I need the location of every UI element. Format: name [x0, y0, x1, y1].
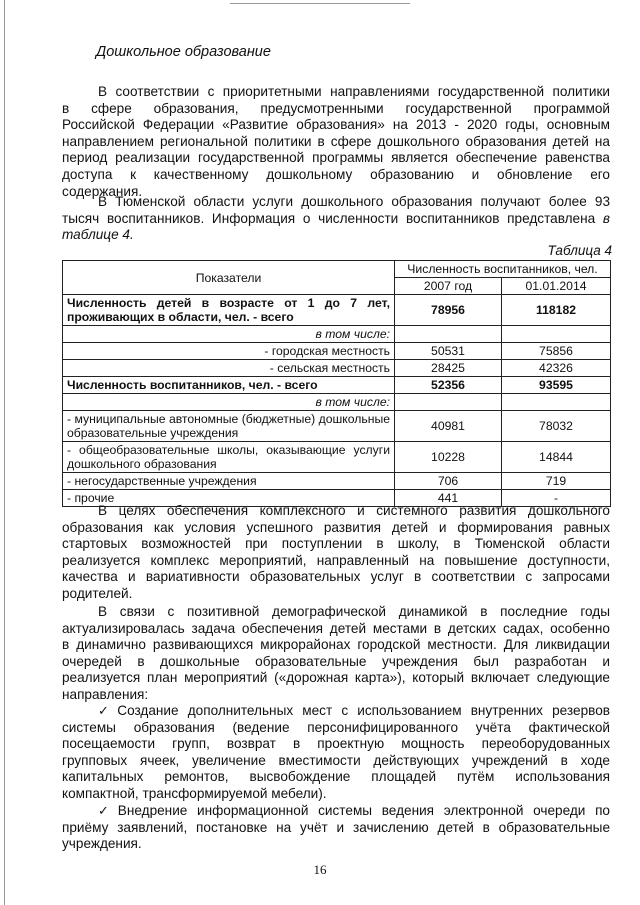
table-row	[63, 343, 611, 360]
para4-line: В связи с позитивной демографической динамикой в последние годы	[98, 604, 610, 619]
row-label: в том числе:	[63, 394, 395, 411]
section-title: Дошкольное образование	[96, 44, 271, 60]
table-row	[63, 411, 611, 442]
row-value-2014: 14844	[502, 442, 611, 473]
row-label: - городская местность	[63, 343, 395, 360]
para1-line: период реализации государственной программы является обеспечение равенства	[62, 150, 610, 166]
bullet2-line	[62, 803, 610, 820]
para4-line: направления:	[62, 686, 149, 702]
header-col1: 2007 год	[395, 278, 502, 295]
bullet1-line: компактной, трансформируемой мебели).	[62, 785, 327, 801]
paragraph-4	[62, 604, 610, 704]
para1-line: направлением региональной политики в сфере дошкольного образования детей на	[62, 133, 610, 149]
row-value-2014: -	[502, 490, 611, 507]
para3-line: реализуется комплекс мероприятий, направленный на повышение доступности,	[62, 552, 610, 568]
row-value-2014: 42326	[502, 360, 611, 377]
row-label: Численность воспитанников, чел. - всего	[63, 377, 395, 394]
table-header-row	[63, 261, 611, 278]
bullet-item-2	[62, 803, 610, 853]
checkmark-icon: ✓	[98, 703, 115, 718]
bullet-item-1	[62, 703, 610, 803]
row-value-2007: 10228	[395, 442, 502, 473]
row-value-2007: 78956	[395, 295, 502, 326]
para4-line: в динамично развивающихся микрорайонах городской местности. Для ликвидации	[62, 637, 610, 653]
paragraph-1	[62, 84, 610, 200]
row-value-2007: 40981	[395, 411, 502, 442]
row-value-2007	[395, 394, 502, 411]
row-label: в том числе:	[63, 326, 395, 343]
table-row	[63, 473, 611, 490]
bullet1-text: Создание дополнительных мест с использованием внутренних резервов	[117, 703, 610, 718]
para3-line: качества и вариативности образовательных услуг в соответствии с запросами	[62, 569, 610, 585]
para3-line: образования как условия успешного развития детей и формирования равных	[62, 519, 610, 535]
row-value-2014	[502, 326, 611, 343]
row-value-2014: 75856	[502, 343, 611, 360]
row-value-2007: 52356	[395, 377, 502, 394]
para2-line-text: тысяч воспитанников. Информация о численности воспитанников представлена	[62, 210, 603, 226]
data-table	[62, 260, 611, 507]
page-number: 16	[313, 862, 327, 877]
header-group: Численность воспитанников, чел.	[395, 261, 611, 278]
paragraph-3	[62, 503, 610, 603]
bullet2-text: Внедрение информационной системы ведения электронной очереди по	[117, 803, 610, 818]
para1-line: Российской Федерации «Развитие образования» на 2013 - 2020 годы, основным	[62, 117, 610, 133]
row-value-2007: 441	[395, 490, 502, 507]
para3-line: родителей.	[62, 585, 133, 601]
row-value-2014: 719	[502, 473, 611, 490]
para2-line: таблице 4.	[62, 227, 134, 243]
header-col2: 01.01.2014	[502, 278, 611, 295]
bullet2-line: приёму заявлений, постановке на учёт и зачислению детей в образовательные	[62, 819, 610, 835]
row-label: - муниципальные автономные (бюджетные) дошкольные образовательные учреждения	[63, 411, 395, 442]
para3-line: стартовых возможностей при поступлении в школу, в Тюменской области	[62, 536, 610, 552]
scan-edge-top	[230, 3, 410, 4]
para1-line: в сфере образования, предусмотренными государственной программой	[62, 100, 610, 116]
table-row	[63, 442, 611, 473]
table-row	[63, 377, 611, 394]
para4-line: актуализировалась задача обеспечения детей местами в детских садах, особенно	[62, 620, 610, 636]
row-value-2014: 118182	[502, 295, 611, 326]
row-label: - сельская местность	[63, 360, 395, 377]
bullet1-line	[62, 703, 610, 720]
para1-line: В соответствии с приоритетными направлениями государственной политики	[98, 84, 610, 99]
row-value-2014	[502, 394, 611, 411]
table-row	[63, 394, 611, 411]
para2-italic-word: в	[602, 210, 610, 226]
bullet1-line: системы образования (ведение персонифицированного учёта фактической	[62, 719, 610, 735]
header-indicators: Показатели	[63, 261, 395, 295]
table-caption: Таблица 4	[547, 243, 612, 258]
table-row	[63, 326, 611, 343]
row-label: - прочие	[63, 490, 395, 507]
row-value-2014: 78032	[502, 411, 611, 442]
para2-line: В Тюменской области услуги дошкольного образования получают более 93	[98, 194, 610, 209]
para4-line: реализуется план мероприятий («дорожная карта»), который включает следующие	[62, 670, 610, 686]
table-row	[63, 295, 611, 326]
para1-line: доступа к качественному дошкольному образованию и обновление его	[62, 166, 610, 182]
row-value-2014: 93595	[502, 377, 611, 394]
row-value-2007	[395, 326, 502, 343]
bullet1-line: групповых ячеек, увеличение вместимости действующих учреждений в ходе	[62, 752, 610, 768]
table-row	[63, 360, 611, 377]
para3-line: В целях обеспечения комплексного и системного развития дошкольного	[98, 503, 610, 518]
scan-edge-left	[4, 0, 5, 905]
para2-line	[62, 211, 610, 228]
row-value-2007: 706	[395, 473, 502, 490]
checkmark-icon: ✓	[98, 803, 115, 818]
paragraph-2	[62, 194, 610, 244]
bullet1-line: посещаемости групп, возврат в проектную мощность переоборудованных	[62, 736, 610, 752]
para4-line: очередей в дошкольные образовательные учреждения был разработан и	[62, 653, 610, 669]
bullet1-line: капитальных ремонтов, высвобождение площадей путём использования	[62, 769, 610, 785]
bullet2-line: учреждения.	[62, 836, 142, 852]
row-label: Численность детей в возрасте от 1 до 7 лет, проживающих в области, чел. - всего	[63, 295, 395, 326]
row-label: - негосударственные учреждения	[63, 473, 395, 490]
row-label: - общеобразовательные школы, оказывающие услуги дошкольного образования	[63, 442, 395, 473]
row-value-2007: 50531	[395, 343, 502, 360]
row-value-2007: 28425	[395, 360, 502, 377]
para1-line: содержания.	[62, 183, 143, 199]
